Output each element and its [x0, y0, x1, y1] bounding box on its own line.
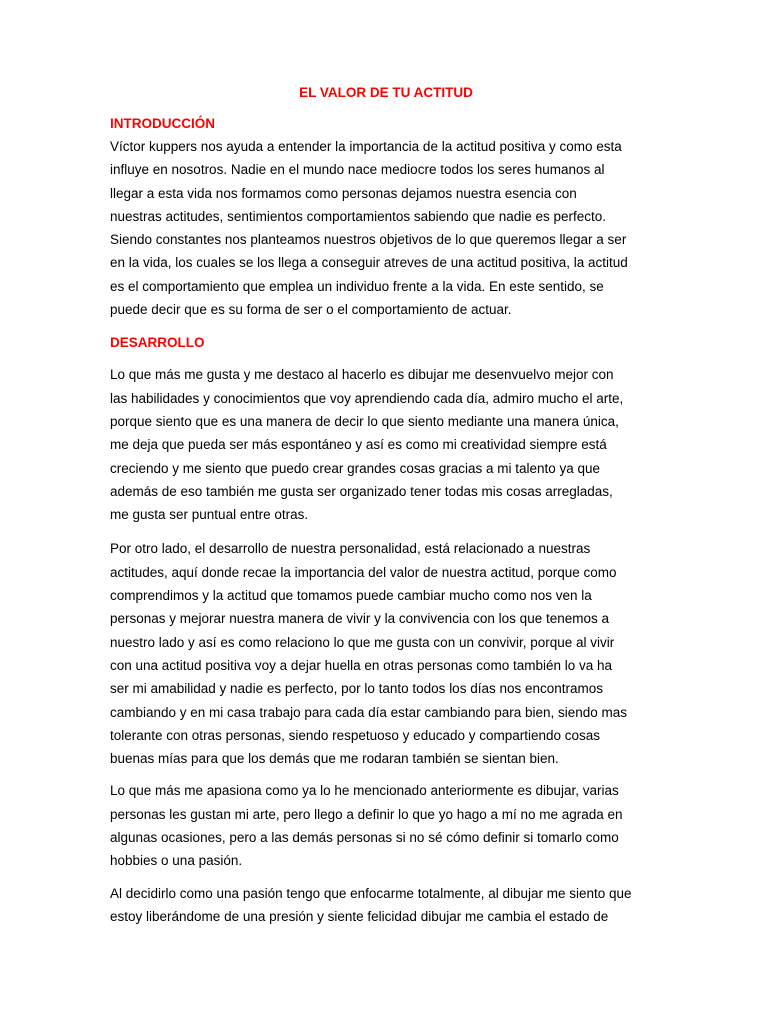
- text-line: tolerante con otras personas, siendo respetuoso y educado y compartiendo cosas: [110, 727, 601, 743]
- text-line: cambiando y en mi casa trabajo para cada día estar cambiando para bien, siendo mas: [110, 704, 628, 720]
- document-title: EL VALOR DE TU ACTITUD: [299, 85, 473, 100]
- text-line: las habilidades y conocimientos que voy aprendiendo cada día, admiro mucho el arte,: [110, 390, 624, 406]
- text-line: puede decir que es su forma de ser o el comportamiento de actuar.: [110, 302, 512, 318]
- text-line: ser mi amabilidad y nadie es perfecto, por lo tanto todos los días nos encontramos: [110, 681, 604, 697]
- text-line: porque siento que es una manera de decir lo que siento mediante una manera única,: [110, 413, 619, 429]
- text-line: llegar a esta vida nos formamos como personas dejamos nuestra esencia con: [110, 185, 577, 201]
- text-line: Víctor kuppers nos ayuda a entender la importancia de la actitud positiva y como esta: [110, 139, 622, 154]
- section-heading-introduccion: INTRODUCCIÓN: [110, 116, 215, 131]
- text-line: actitudes, aquí donde recae la importancia del valor de nuestra actitud, porque como: [110, 564, 617, 580]
- section-heading-desarrollo: DESARROLLO: [110, 335, 205, 351]
- text-line: creciendo y me siento que puedo crear grandes cosas gracias a mi talento ya que: [110, 460, 601, 476]
- text-line: influye en nosotros. Nadie en el mundo nace mediocre todos los seres humanos al: [110, 162, 605, 178]
- text-line: en la vida, los cuales se los llega a conseguir atreves de una actitud positiva, la actitud: [110, 255, 628, 271]
- text-line: Lo que más me gusta y me destaco al hacerlo es dibujar me desenvuelvo mejor con: [110, 367, 614, 383]
- text-line: Por otro lado, el desarrollo de nuestra personalidad, está relacionado a nuestras: [110, 541, 591, 557]
- text-line: estoy liberándome de una presión y siente felicidad dibujar me cambia el estado de: [110, 908, 609, 924]
- paragraph: [110, 882, 662, 929]
- text-line: me gusta ser puntual entre otras.: [110, 507, 309, 523]
- document-body: [110, 82, 662, 928]
- paragraph: [110, 779, 662, 872]
- paragraph: [110, 135, 662, 321]
- text-line: buenas mías para que los demás que me rodaran también se sientan bien.: [110, 751, 559, 767]
- text-line: además de eso también me gusta ser organizado tener todas mis cosas arregladas,: [110, 483, 613, 499]
- text-line: comprendimos y la actitud que tomamos puede cambiar mucho como nos ven la: [110, 588, 592, 604]
- text-line: Al decidirlo como una pasión tengo que enfocarme totalmente, al dibujar me siento que: [110, 885, 632, 901]
- text-line: me deja que pueda ser más espontáneo y así es como mi creatividad siempre está: [110, 437, 607, 453]
- text-line: es el comportamiento que emplea un individuo frente a la vida. En este sentido, se: [110, 278, 604, 294]
- text-line: nuestro lado y así es como relaciono lo que me gusta con un convivir, porque al vivir: [110, 634, 615, 650]
- text-line: personas y mejorar nuestra manera de vivir y la convivencia con los que tenemos a: [110, 611, 609, 627]
- paragraph: [110, 537, 662, 770]
- text-line: Siendo constantes nos planteamos nuestros objetivos de lo que queremos llegar a ser: [110, 232, 627, 248]
- text-line: algunas ocasiones, pero a las demás personas si no sé cómo definir si tomarlo como: [110, 830, 619, 846]
- text-line: Lo que más me apasiona como ya lo he mencionado anteriormente es dibujar, varias: [110, 783, 619, 799]
- text-line: nuestras actitudes, sentimientos comportamientos sabiendo que nadie es perfecto.: [110, 208, 607, 224]
- text-line: con una actitud positiva voy a dejar huella en otras personas como también lo va ha: [110, 657, 613, 673]
- text-line: hobbies o una pasión.: [110, 853, 243, 869]
- text-line: personas les gustan mi arte, pero llego a definir lo que yo hago a mí no me agrada en: [110, 806, 623, 822]
- paragraph: [110, 363, 662, 526]
